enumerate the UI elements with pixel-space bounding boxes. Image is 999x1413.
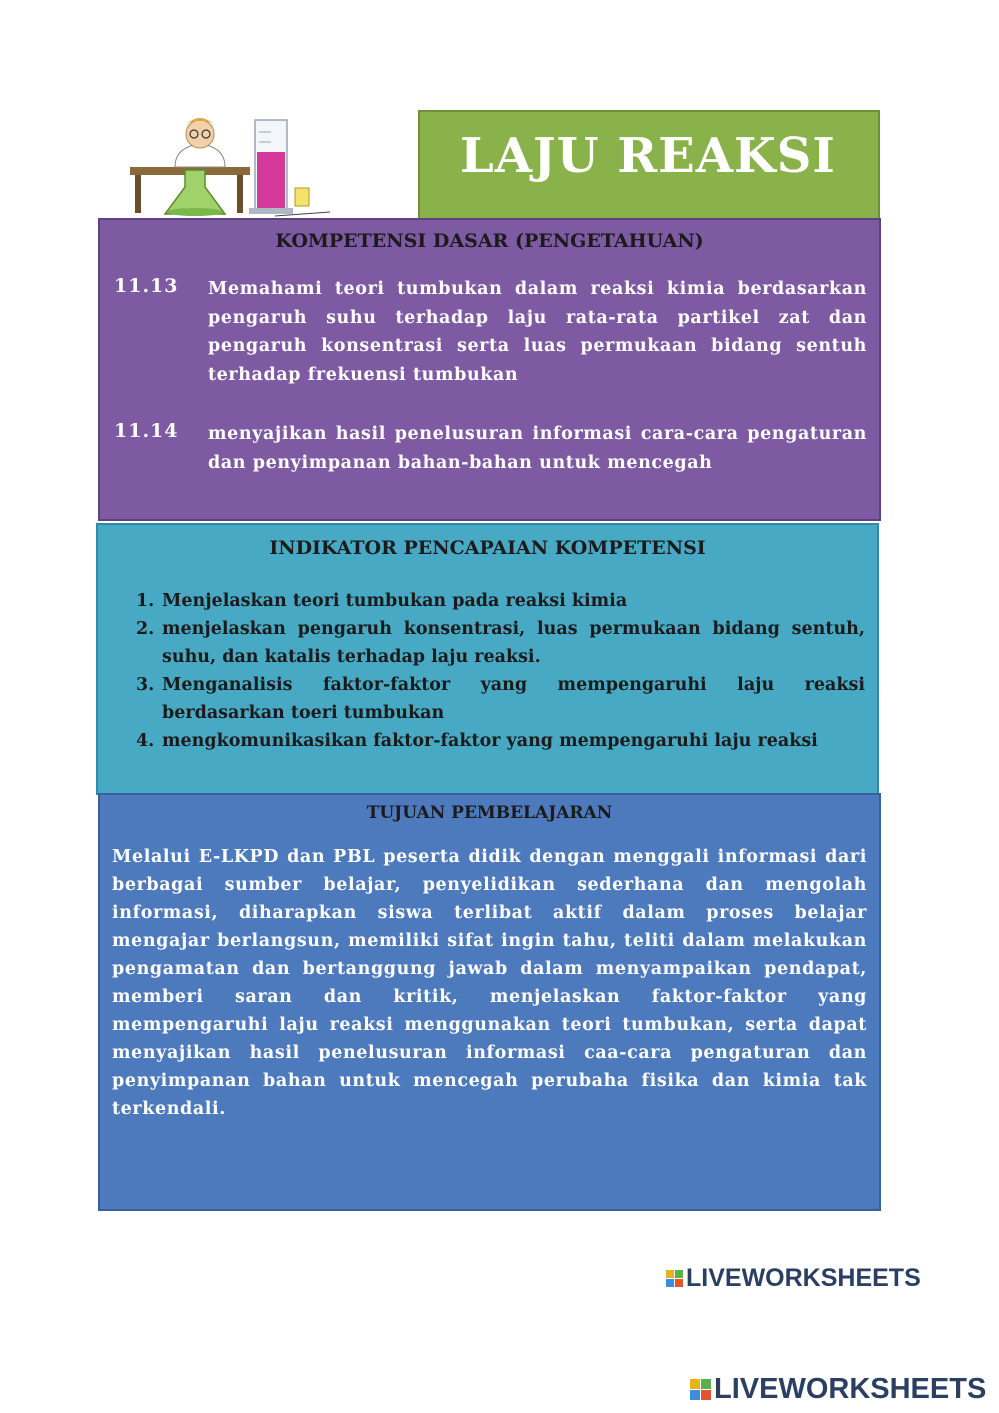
indikator-number: 3. — [136, 675, 155, 695]
indikator-item — [136, 615, 865, 671]
kd-item-text: menyajikan hasil penelusuran informasi cara-cara pengaturan dan penyimpanan bahan-bahan untuk mencegah — [208, 424, 867, 473]
indikator-item — [136, 587, 865, 615]
kd-item-text: Memahami teori tumbukan dalam reaksi kimia berdasarkan pengaruh suhu terhadap laju rata-rata partikel zat dan pengaruh konsentrasi serta luas permukaan bidang sentuh terhadap frekuensi tumbukan — [208, 279, 867, 385]
page-title: LAJU REAKSI — [460, 128, 836, 184]
liveworksheets-logo — [690, 1373, 986, 1406]
liveworksheets-logo-icon — [666, 1270, 683, 1287]
liveworksheets-logo-icon — [690, 1379, 711, 1400]
indikator-number: 4. — [136, 731, 155, 751]
indikator-text: mengkomunikasikan faktor-faktor yang mempengaruhi laju reaksi — [162, 731, 818, 751]
kd-item — [114, 275, 867, 389]
kd-item-number: 11.14 — [114, 420, 179, 442]
scientist-lab-icon — [125, 112, 340, 220]
liveworksheets-logo — [666, 1264, 921, 1293]
kd-item — [114, 420, 867, 477]
indikator-item — [136, 671, 865, 727]
indikator-number: 1. — [136, 591, 155, 611]
indikator-item — [136, 727, 865, 755]
liveworksheets-brand-text: LIVEWORKSHEETS — [686, 1264, 921, 1292]
kompetensi-dasar-section — [98, 218, 881, 521]
kompetensi-dasar-heading: KOMPETENSI DASAR (PENGETAHUAN) — [275, 230, 704, 252]
tujuan-heading: TUJUAN PEMBELAJARAN — [366, 803, 613, 823]
liveworksheets-brand-text: LIVEWORKSHEETS — [714, 1373, 987, 1405]
title-banner — [418, 110, 880, 220]
indikator-text: menjelaskan pengaruh konsentrasi, luas permukaan bidang sentuh, suhu, dan katalis terhadap laju reaksi. — [162, 619, 865, 667]
indikator-number: 2. — [136, 619, 155, 639]
indikator-list — [136, 587, 865, 755]
tujuan-section — [98, 793, 881, 1211]
indikator-heading: INDIKATOR PENCAPAIAN KOMPETENSI — [269, 537, 706, 559]
indikator-section — [96, 523, 879, 795]
indikator-text: Menjelaskan teori tumbukan pada reaksi kimia — [162, 591, 628, 611]
indikator-text: Menganalisis faktor-faktor yang mempengaruhi laju reaksi berdasarkan toeri tumbukan — [162, 675, 865, 723]
kd-item-number: 11.13 — [114, 275, 179, 297]
tujuan-text: Melalui E-LKPD dan PBL peserta didik dengan menggali informasi dari berbagai sumber belajar, penyelidikan sederhana dan mengolah informasi, diharapkan siswa terlibat aktif dalam proses belajar mengajar berlangsun, memiliki sifat ingin tahu, teliti dalam melakukan pengamatan dan bertanggung jawab dalam menyampaikan pendapat, memberi saran dan kritik, menjelaskan faktor-faktor yang mempengaruhi laju reaksi menggunakan teori tumbukan, serta dapat menyajikan hasil penelusuran informasi caa-cara pengaturan dan penyimpanan bahan untuk mencegah perubaha fisika dan kimia tak terkendali. — [112, 847, 867, 1119]
